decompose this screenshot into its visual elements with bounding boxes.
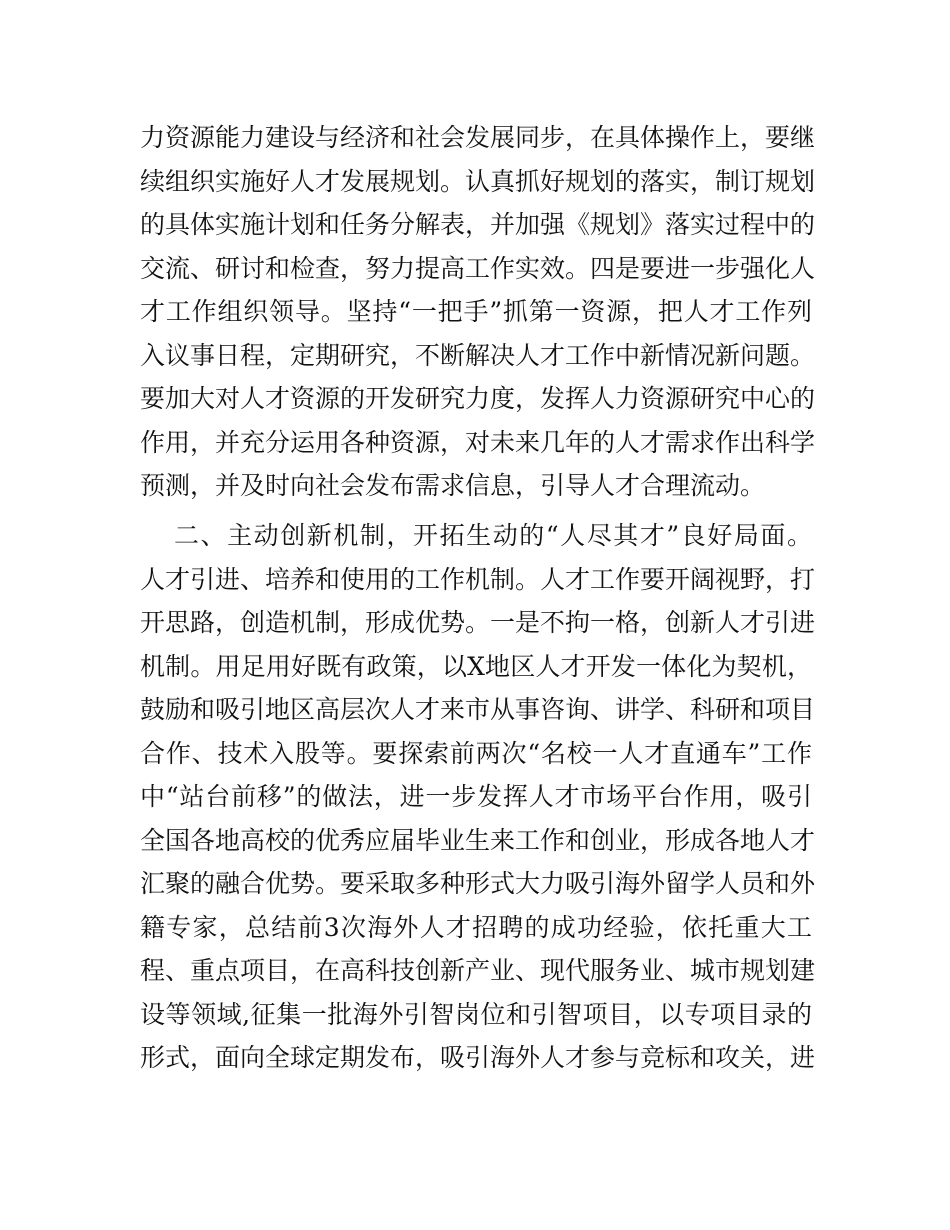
paragraph-2-line-10: 籍专家，总结前3次海外人才招聘的成功经验，依托重大工 bbox=[140, 912, 812, 942]
paragraph-1-line-3: 的具体实施计划和任务分解表，并加强《规划》落实过程中的 bbox=[140, 210, 816, 239]
paragraph-2-line-4: 机制。用足用好既有政策，以X地区人才开发一体化为契机， bbox=[140, 651, 812, 681]
paragraph-2-line-9: 汇聚的融合优势。要采取多种形式大力吸引海外留学人员和外 bbox=[140, 869, 816, 898]
paragraph-1-line-9: 预测，并及时向社会发布需求信息，引导人才合理流动。 bbox=[140, 471, 766, 500]
paragraph-1-line-5: 才工作组织领导。坚持“一把手”抓第一资源，把人才工作列 bbox=[140, 297, 812, 326]
paragraph-1-line-4: 交流、研讨和检查，努力提高工作实效。四是要进一步强化人 bbox=[140, 253, 816, 283]
paragraph-2-line-12: 设等领域,征集一批海外引智岗位和引智项目，以专项目录的 bbox=[140, 999, 812, 1029]
paragraph-1-line-1: 力资源能力建设与经济和社会发展同步，在具体操作上，要继 bbox=[140, 123, 816, 152]
paragraph-2-line-7: 中“站台前移”的做法，进一步发挥人才市场平台作用，吸引 bbox=[140, 782, 812, 811]
paragraph-2-line-3: 开思路，创造机制，形成优势。一是不拘一格，创新人才引进 bbox=[140, 608, 816, 637]
paragraph-2-line-11: 程、重点项目，在高科技创新产业、现代服务业、城市规划建 bbox=[140, 956, 816, 985]
paragraph-2-line-5: 鼓励和吸引地区高层次人才来市从事咨询、讲学、科研和项目 bbox=[140, 695, 816, 724]
paragraph-1 bbox=[140, 116, 816, 508]
paragraph-1-line-6: 入议事日程，定期研究，不断解决人才工作中新情况新问题。 bbox=[140, 340, 816, 370]
paragraph-2-line-2: 人才引进、培养和使用的工作机制。人才工作要开阔视野，打 bbox=[140, 564, 816, 594]
paragraph-2-line-13: 形式，面向全球定期发布，吸引海外人才参与竞标和攻关，进 bbox=[140, 1043, 816, 1072]
paragraph-2 bbox=[140, 514, 816, 1080]
paragraph-1-line-2: 续组织实施好人才发展规划。认真抓好规划的落实，制订规划 bbox=[140, 166, 816, 196]
paragraph-1-line-7: 要加大对人才资源的开发研究力度，发挥人力资源研究中心的 bbox=[140, 384, 816, 413]
paragraph-2-line-6: 合作、技术入股等。要探索前两次“名校一人才直通车”工作 bbox=[140, 738, 812, 768]
paragraph-1-line-8: 作用，并充分运用各种资源，对未来几年的人才需求作出科学 bbox=[140, 427, 816, 457]
section-heading: 二、主动创新机制，开拓生动的“人尽其才”良好局面。 bbox=[174, 521, 812, 550]
paragraph-2-line-8: 全国各地高校的优秀应届毕业生来工作和创业，形成各地人才 bbox=[140, 825, 816, 855]
